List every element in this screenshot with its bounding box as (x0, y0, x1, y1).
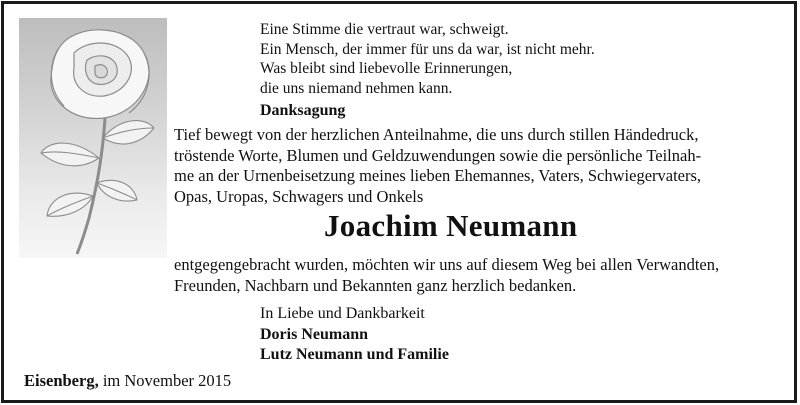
poem-line: Ein Mensch, der immer für uns da war, ist nicht mehr. (260, 40, 595, 58)
text-line: entgegengebracht wurden, möchten wir uns auf diesem Weg bei allen Verwandten, (174, 255, 720, 274)
thanks-paragraph-1 (174, 125, 701, 207)
poem-line: Was bleibt sind liebevolle Erinnerungen, (260, 60, 513, 77)
text-line: Tief bewegt von der herzlichen Anteilnahme, die uns durch stillen Händedruck, (174, 125, 699, 144)
text-line: tröstende Worte, Blumen und Geldzuwendungen sowie die persönliche Teilnah- (174, 145, 702, 165)
place-date (24, 371, 231, 391)
obituary-notice (1, 1, 797, 403)
town: Eisenberg, (24, 371, 99, 390)
rose-illustration (19, 18, 167, 258)
text-line: me an der Urnenbeisetzung meines lieben Ehemannes, Vaters, Schwiegervaters, (174, 166, 702, 185)
poem-line: die uns niemand nehmen kann. (260, 79, 453, 97)
signature: Doris Neumann (260, 325, 369, 343)
text-line: Opas, Uropas, Schwagers und Onkels (174, 186, 424, 206)
date: im November 2015 (98, 371, 232, 390)
deceased-name: Joachim Neumann (324, 208, 578, 243)
poem-line: Eine Stimme die vertraut war, schweigt. (260, 21, 509, 38)
closing-line: In Liebe und Dankbarkeit (260, 305, 425, 322)
poem (260, 20, 595, 98)
signature: Lutz Neumann und Familie (260, 346, 449, 363)
text-line: Freunden, Nachbarn und Bekannten ganz herzlich bedanken. (174, 275, 577, 295)
closing (260, 304, 449, 366)
thanks-paragraph-2 (174, 255, 719, 296)
heading: Danksagung (260, 102, 346, 119)
